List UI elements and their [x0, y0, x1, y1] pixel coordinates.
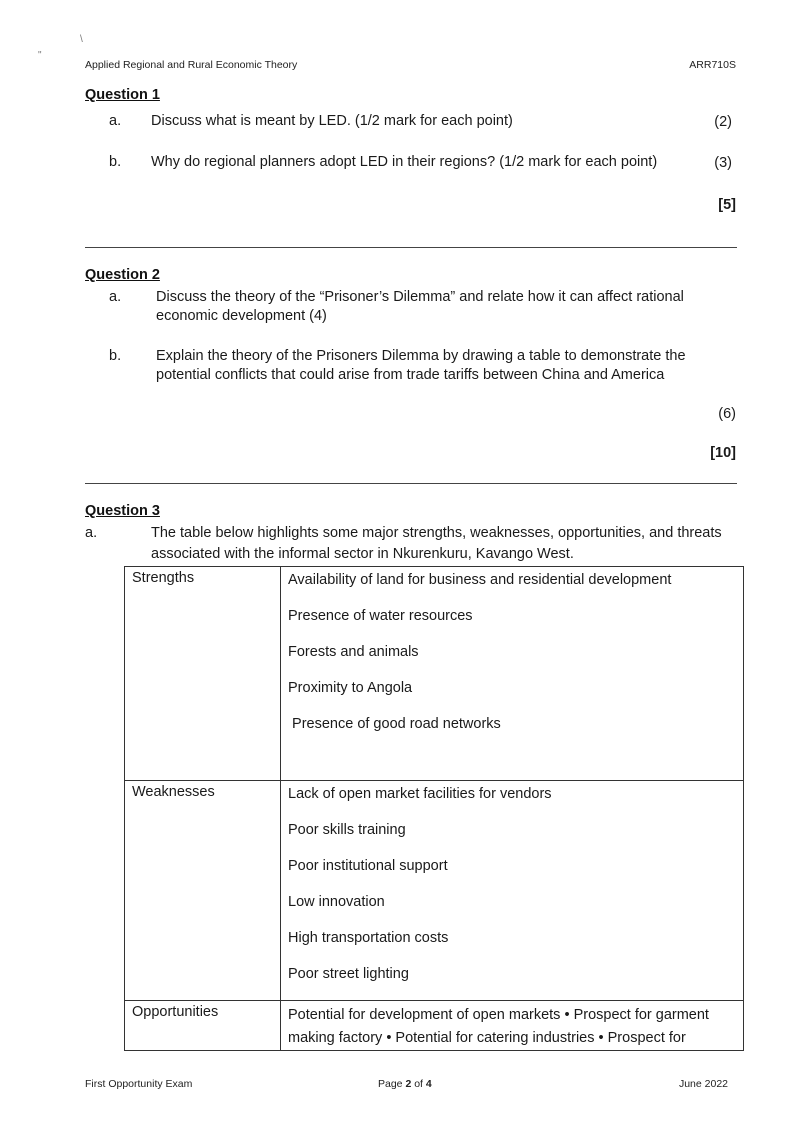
- footer-page-number: [378, 1078, 432, 1090]
- q1-part-a-marks: (2): [714, 114, 732, 130]
- q2-total-marks: [10]: [710, 445, 736, 461]
- q2-part-a-line2: economic development (4): [156, 308, 327, 324]
- page-prefix: Page: [378, 1078, 406, 1090]
- footer-exam-label: First Opportunity Exam: [85, 1078, 193, 1090]
- list-item: Presence of good road networks: [288, 716, 501, 732]
- list-item: Poor skills training: [288, 822, 406, 838]
- page-current: 2: [405, 1078, 412, 1090]
- q1-total-marks: [5]: [718, 197, 736, 213]
- row-label-strengths: Strengths: [125, 567, 281, 781]
- weaknesses-items: [281, 781, 744, 1001]
- q1-part-a-text: Discuss what is meant by LED. (1/2 mark for each point): [151, 113, 513, 129]
- opportunities-line2: making factory • Potential for catering industries • Prospect for: [288, 1030, 686, 1046]
- opportunities-items: [281, 1001, 744, 1051]
- list-item: Lack of open market facilities for vendors: [288, 786, 552, 802]
- question-2-title: Question 2: [85, 267, 160, 283]
- q1-part-b-letter: b.: [109, 154, 122, 170]
- list-item: High transportation costs: [288, 930, 449, 946]
- list-item: Presence of water resources: [288, 608, 473, 624]
- list-item: Proximity to Angola: [288, 680, 413, 696]
- course-code: ARR710S: [689, 59, 736, 71]
- page-total: 4: [425, 1078, 432, 1090]
- q3-part-a-letter: a.: [85, 525, 98, 541]
- section-divider: [85, 483, 737, 484]
- question-1-title: Question 1: [85, 87, 160, 103]
- q2-part-b-line1: Explain the theory of the Prisoners Dilemma by drawing a table to demonstrate the: [156, 348, 686, 364]
- question-3-title: Question 3: [85, 503, 160, 519]
- course-title: Applied Regional and Rural Economic Theory: [85, 59, 298, 71]
- row-label-opportunities: Opportunities: [125, 1001, 281, 1051]
- q3-intro-line2: associated with the informal sector in Nkurenkuru, Kavango West.: [151, 546, 574, 562]
- section-divider: [85, 247, 737, 248]
- row-label-weaknesses: Weaknesses: [125, 781, 281, 1001]
- q2-part-a-letter: a.: [109, 289, 122, 305]
- q2-part-a-line1: Discuss the theory of the “Prisoner’s Dilemma” and relate how it can affect rational: [156, 289, 684, 305]
- list-item: Forests and animals: [288, 644, 419, 660]
- swot-table: [124, 566, 744, 1051]
- table-row-weaknesses: [125, 781, 744, 1001]
- page-of: of: [411, 1078, 426, 1090]
- scan-speck: ": [38, 50, 42, 61]
- q2-part-marks: (6): [718, 406, 736, 422]
- list-item: Availability of land for business and residential development: [288, 572, 672, 588]
- list-item: Poor street lighting: [288, 966, 409, 982]
- q2-part-b-line2: potential conflicts that could arise from trade tariffs between China and America: [156, 367, 665, 383]
- list-item: Low innovation: [288, 894, 385, 910]
- q2-part-b-letter: b.: [109, 348, 122, 364]
- opportunities-line1: Potential for development of open markets • Prospect for garment: [288, 1007, 709, 1023]
- strengths-items: [281, 567, 744, 781]
- scan-speck: \: [80, 34, 83, 45]
- q1-part-a-letter: a.: [109, 113, 122, 129]
- q3-intro-line1: The table below highlights some major strengths, weaknesses, opportunities, and threats: [151, 525, 722, 541]
- q1-part-b-marks: (3): [714, 155, 732, 171]
- footer-date: June 2022: [678, 1078, 728, 1090]
- q1-part-b-text: Why do regional planners adopt LED in their regions? (1/2 mark for each point): [151, 154, 658, 170]
- table-row-opportunities: [125, 1001, 744, 1051]
- list-item: Poor institutional support: [288, 858, 448, 874]
- table-row-strengths: [125, 567, 744, 781]
